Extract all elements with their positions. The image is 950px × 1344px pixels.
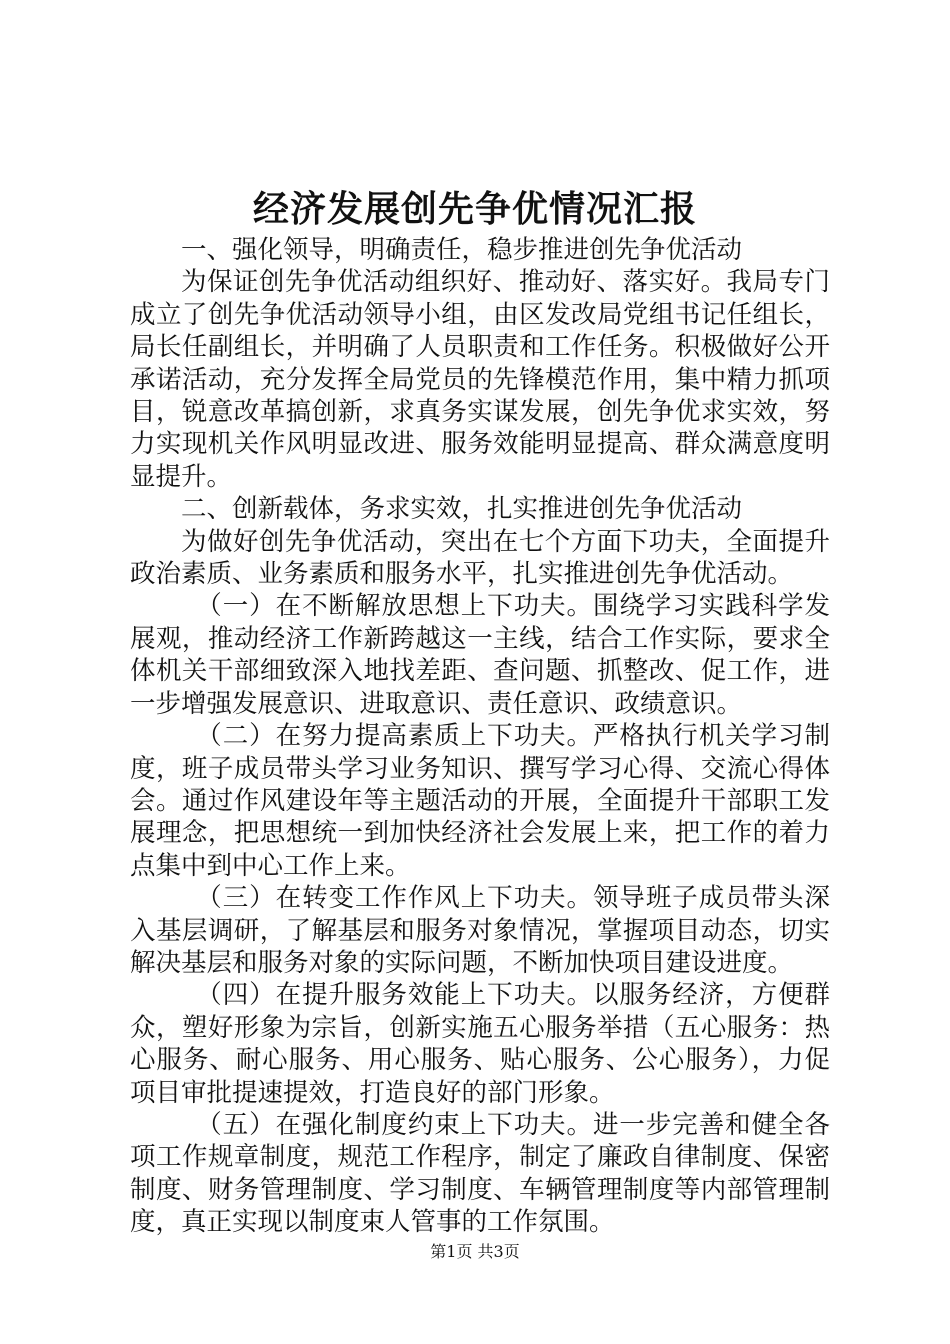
sub-item-3: （三）在转变工作作风上下功夫。领导班子成员带头深入基层调研，了解基层和服务对象情况，掌握项目动态，切实解决基层和服务对象的实际问题，不断加快项目建设进度。 (130, 883, 830, 978)
paragraph: 为做好创先争优活动，突出在七个方面下功夫，全面提升政治素质、业务素质和服务水平，扎实推进创先争优活动。 (130, 526, 830, 590)
section-heading-2: 二、创新载体，务求实效，扎实推进创先争优活动 (181, 494, 743, 525)
section-heading-1: 一、强化领导，明确责任，稳步推进创先争优活动 (181, 235, 743, 265)
sub-item-4: （四）在提升服务效能上下功夫。以服务经济，方便群众，塑好形象为宗旨，创新实施五心服务举措（五心服务：热心服务、耐心服务、用心服务、贴心服务、公心服务），力促项目审批提速提效，打造良好的部门形象。 (130, 980, 830, 1108)
sub-item-2: （二）在努力提高素质上下功夫。严格执行机关学习制度，班子成员带头学习业务知识、撰写学习心得、交流心得体会。通过作风建设年等主题活动的开展，全面提升干部职工发展理念，把思想统一到加快经济社会发展上来，把工作的着力点集中到中心工作上来。 (130, 721, 830, 881)
sub-item-1: （一）在不断解放思想上下功夫。围绕学习实践科学发展观，推动经济工作新跨越这一主线，结合工作实际，要求全体机关干部细致深入地找差距、查问题、抓整改、促工作，进一步增强发展意识、进取意识、责任意识、政绩意识。 (130, 591, 830, 719)
document-body (130, 234, 830, 1239)
page-footer: 第1页 共3页 (430, 1242, 520, 1261)
paragraph: 为保证创先争优活动组织好、推动好、落实好。我局专门成立了创先争优活动领导小组，由区发改局党组书记任组长，局长任副组长，并明确了人员职责和工作任务。积极做好公开承诺活动，充分发挥全局党员的先锋模范作用，集中精力抓项目，锐意改革搞创新，求真务实谋发展，创先争优求实效，努力实现机关作风明显改进、服务效能明显提高、群众满意度明显提升。 (130, 267, 830, 492)
document-title: 经济发展创先争优情况汇报 (252, 188, 697, 230)
sub-item-5: （五）在强化制度约束上下功夫。进一步完善和健全各项工作规章制度，规范工作程序，制定了廉政自律制度、保密制度、财务管理制度、学习制度、车辆管理制度等内部管理制度，真正实现以制度束人管事的工作氛围。 (130, 1109, 830, 1238)
